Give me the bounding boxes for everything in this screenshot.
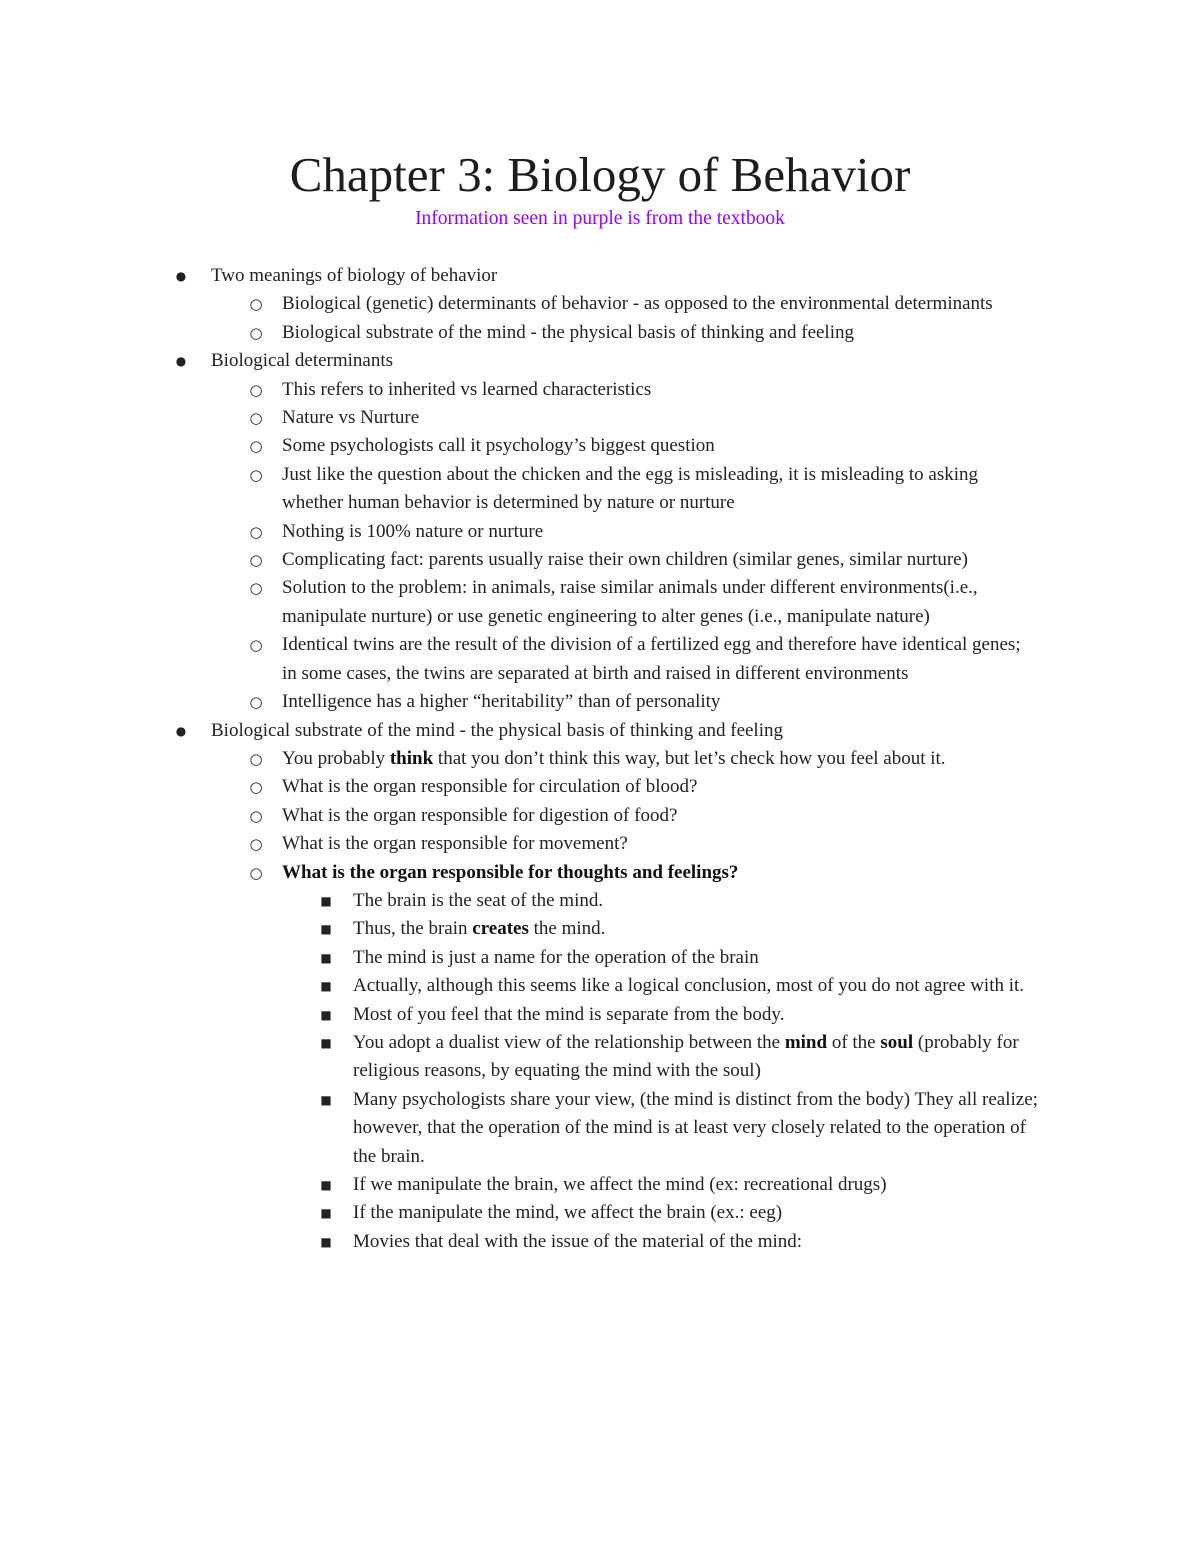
list-item: [0, 376, 1200, 404]
list-item: [0, 944, 1200, 972]
list-item-text: [282, 859, 1034, 887]
bullet-circle-icon: ○: [249, 806, 263, 825]
list-item-text: [282, 461, 1034, 518]
list-item-text: [353, 972, 1053, 1000]
text-run: Biological substrate of the mind - the physical basis of thinking and feeling: [211, 719, 783, 741]
list-item: [0, 859, 1200, 887]
list-item: [0, 1199, 1200, 1227]
list-item: [0, 347, 1200, 375]
text-run: (probably for religious reasons, by equating the mind with the soul): [353, 1031, 1019, 1082]
text-run: What is the organ responsible for circulation of blood?: [282, 776, 698, 798]
bullet-square-icon: ■: [320, 1206, 332, 1221]
text-run: The brain is the seat of the mind.: [353, 889, 604, 911]
text-run: You adopt a dualist view of the relationship between the: [353, 1031, 785, 1053]
text-run: Intelligence has a higher “heritability” than of personality: [282, 691, 721, 713]
bullet-circle-icon: ○: [249, 409, 263, 428]
text-run: Solution to the problem: in animals, raise similar animals under different environments(i.e., manipulate nurture) or use genetic engineering to alter genes (i.e., manipulate nature): [282, 577, 978, 627]
text-run: This refers to inherited vs learned characteristics: [282, 378, 652, 400]
text-run: If the manipulate the mind, we affect the brain (ex.: eeg): [353, 1202, 783, 1224]
bullet-dot-icon: ●: [175, 269, 187, 283]
list-item-text: [282, 631, 1034, 688]
list-item-text: [353, 915, 1053, 943]
list-item: [0, 745, 1200, 773]
list-item: [0, 1001, 1200, 1029]
text-run: Complicating fact: parents usually raise their own children (similar genes, similar nurture): [282, 549, 968, 571]
list-item-text: [282, 688, 1034, 716]
list-item-text: [211, 262, 1061, 290]
text-run: If we manipulate the brain, we affect the mind (ex: recreational drugs): [353, 1174, 887, 1195]
text-run: Nature vs Nurture: [282, 407, 420, 429]
bullet-square-icon: ■: [320, 922, 332, 937]
bullet-circle-icon: ○: [249, 465, 263, 484]
list-item-text: [282, 773, 1034, 801]
outline-list: [0, 262, 1200, 1256]
text-run: of the: [827, 1031, 881, 1053]
bullet-dot-icon: ●: [175, 354, 187, 369]
bullet-square-icon: ■: [320, 1234, 332, 1249]
list-item: [0, 972, 1200, 1000]
bullet-square-icon: ■: [320, 1092, 332, 1107]
list-item-text: [353, 944, 1053, 972]
list-item: [0, 461, 1200, 518]
bullet-square-icon: ■: [320, 979, 332, 994]
list-item: [0, 1171, 1200, 1199]
page-title: Chapter 3: Biology of Behavior: [289, 147, 911, 202]
list-item: [0, 290, 1200, 318]
bullet-circle-icon: ○: [249, 778, 263, 797]
list-item: [0, 802, 1200, 830]
list-item-text: [353, 1029, 1053, 1086]
list-item: [0, 631, 1200, 688]
list-item: [0, 319, 1200, 347]
list-item: [0, 546, 1200, 574]
bullet-circle-icon: ○: [249, 636, 263, 655]
text-run: Nothing is 100% nature or nurture: [282, 520, 544, 542]
list-item-text: [353, 1171, 1053, 1199]
text-run: Some psychologists call it psychology’s biggest question: [282, 435, 715, 457]
list-item-text: [282, 404, 1034, 432]
text-run: Biological substrate of the mind - the physical basis of thinking and feeling: [282, 321, 854, 343]
bold-text: mind: [784, 1031, 828, 1053]
text-run: Movies that deal with the issue of the material of the mind:: [353, 1230, 803, 1252]
text-run: the mind.: [528, 918, 606, 940]
bullet-square-icon: ■: [320, 893, 332, 908]
list-item-text: [211, 347, 1061, 375]
bullet-dot-icon: ●: [175, 723, 187, 738]
text-run: that you don’t think this way, but let’s check how you feel about it.: [433, 747, 946, 769]
bold-text: What is the organ responsible for thoughts and feelings?: [282, 861, 739, 883]
list-item-text: [282, 432, 1034, 460]
text-run: Just like the question about the chicken and the egg is misleading, it is misleading to asking whether human behavior is determined by nature or nurture: [282, 463, 979, 514]
list-item-text: [282, 319, 1034, 347]
bullet-circle-icon: ○: [249, 749, 263, 768]
bullet-circle-icon: ○: [249, 863, 263, 882]
text-run: Biological determinants: [211, 350, 394, 372]
bullet-square-icon: ■: [320, 1035, 332, 1050]
list-item-text: [282, 745, 1034, 773]
text-run: Many psychologists share your view, (the mind is distinct from the body) They all realize; however, that the operation of the mind is at least very closely related to the operation of the brain.: [353, 1088, 1038, 1167]
bullet-circle-icon: ○: [249, 551, 263, 570]
list-item: [0, 574, 1200, 631]
page-subtitle: Information seen in purple is from the textbook: [415, 208, 785, 229]
list-item: [0, 518, 1200, 546]
list-item: [0, 717, 1200, 745]
bold-text: think: [389, 747, 434, 769]
bullet-square-icon: ■: [320, 950, 332, 965]
text-run: Two meanings of biology of behavior: [211, 265, 498, 286]
text-run: What is the organ responsible for digestion of food?: [282, 804, 678, 826]
bold-text: creates: [472, 918, 529, 940]
bullet-circle-icon: ○: [249, 835, 263, 854]
bullet-square-icon: ■: [320, 1178, 332, 1192]
list-item: [0, 1086, 1200, 1171]
list-item: [0, 830, 1200, 858]
bullet-circle-icon: ○: [249, 380, 263, 399]
list-item: [0, 404, 1200, 432]
list-item-text: [353, 1086, 1053, 1171]
text-run: You probably: [282, 747, 390, 769]
list-item-text: [211, 717, 1061, 745]
list-item: [0, 688, 1200, 716]
list-item: [0, 887, 1200, 915]
list-item: [0, 1029, 1200, 1086]
text-run: What is the organ responsible for movement?: [282, 833, 628, 855]
list-item-text: [282, 518, 1034, 546]
list-item-text: [282, 290, 1034, 318]
list-item-text: [353, 1199, 1053, 1227]
text-run: Biological (genetic) determinants of behavior - as opposed to the environmental determinants: [282, 293, 993, 315]
bullet-circle-icon: ○: [249, 323, 263, 342]
bullet-circle-icon: ○: [249, 295, 263, 314]
bullet-circle-icon: ○: [249, 693, 263, 712]
text-run: Thus, the brain: [353, 918, 473, 940]
text-run: Actually, although this seems like a logical conclusion, most of you do not agree with it.: [353, 975, 1025, 997]
list-item-text: [353, 887, 1053, 915]
list-item-text: [282, 574, 1034, 631]
list-item-text: [353, 1001, 1053, 1029]
list-item: [0, 262, 1200, 290]
bullet-circle-icon: ○: [249, 579, 263, 598]
bullet-circle-icon: ○: [249, 437, 263, 456]
text-run: Most of you feel that the mind is separate from the body.: [353, 1003, 785, 1025]
list-item: [0, 1228, 1200, 1256]
bullet-circle-icon: ○: [249, 522, 263, 541]
list-item-text: [282, 802, 1034, 830]
list-item-text: [282, 546, 1034, 574]
list-item-text: [282, 376, 1034, 404]
bold-text: soul: [880, 1031, 914, 1053]
list-item: [0, 773, 1200, 801]
text-run: The mind is just a name for the operation of the brain: [353, 946, 759, 968]
list-item: [0, 432, 1200, 460]
list-item: [0, 915, 1200, 943]
list-item-text: [353, 1228, 1053, 1256]
list-item-text: [282, 830, 1034, 858]
text-run: Identical twins are the result of the division of a fertilized egg and therefore have identical genes; in some cases, the twins are separated at birth and raised in different environments: [282, 634, 1021, 684]
bullet-square-icon: ■: [320, 1007, 332, 1022]
